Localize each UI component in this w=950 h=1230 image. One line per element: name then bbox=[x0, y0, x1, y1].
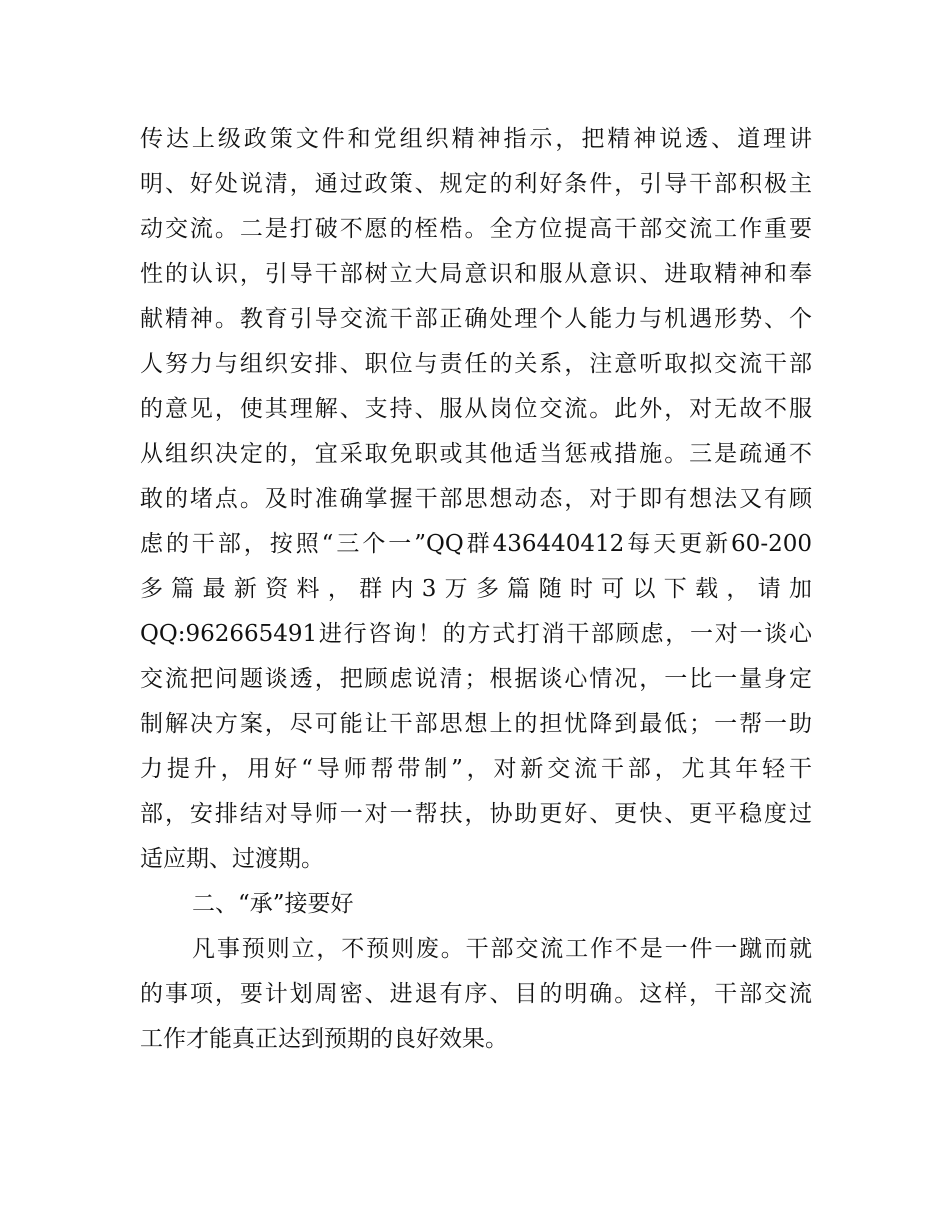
paragraph-line: 凡事预则立，不预则废。干部交流工作不是一件一蹴而就 bbox=[192, 936, 812, 962]
paragraph-line: 献精神。教育引导交流干部正确处理个人能力与机遇形势、个 bbox=[140, 306, 812, 332]
paragraph-line: 从组织决定的，宜采取免职或其他适当惩戒措施。三是疏通不 bbox=[140, 441, 812, 467]
paragraph-line: 多篇最新资料，群内3万多篇随时可以下载，请加 bbox=[140, 576, 812, 602]
paragraph-line: 的意见，使其理解、支持、服从岗位交流。此外，对无故不服 bbox=[140, 396, 812, 422]
paragraph-line: 明、好处说清，通过政策、规定的利好条件，引导干部积极主 bbox=[140, 171, 812, 197]
paragraph-line: 适应期、过渡期。 bbox=[140, 846, 324, 872]
paragraph-line: 动交流。二是打破不愿的桎梏。全方位提高干部交流工作重要 bbox=[140, 216, 812, 242]
paragraph-line: 交流把问题谈透，把顾虑说清；根据谈心情况，一比一量身定 bbox=[140, 666, 812, 692]
paragraph-line: 部，安排结对导师一对一帮扶，协助更好、更快、更平稳度过 bbox=[140, 801, 812, 827]
paragraph-line: QQ:962665491进行咨询！的方式打消干部顾虑，一对一谈心 bbox=[140, 621, 812, 647]
paragraph-line: 虑的干部，按照“三个一”QQ群436440412每天更新60-200 bbox=[140, 531, 812, 557]
paragraph-line: 性的认识，引导干部树立大局意识和服从意识、进取精神和奉 bbox=[140, 261, 812, 287]
paragraph-line: 敢的堵点。及时准确掌握干部思想动态，对于即有想法又有顾 bbox=[140, 486, 812, 512]
section-heading: 二、“承”接要好 bbox=[192, 891, 354, 917]
paragraph-line: 传达上级政策文件和党组织精神指示，把精神说透、道理讲 bbox=[140, 126, 812, 152]
paragraph-line: 人努力与组织安排、职位与责任的关系，注意听取拟交流干部 bbox=[140, 351, 812, 377]
paragraph-line: 制解决方案，尽可能让干部思想上的担忧降到最低；一帮一助 bbox=[140, 711, 812, 737]
document-body bbox=[140, 117, 812, 1062]
paragraph-line: 力提升，用好“导师帮带制”，对新交流干部，尤其年轻干 bbox=[140, 756, 812, 782]
paragraph-line: 的事项，要计划周密、进退有序、目的明确。这样，干部交流 bbox=[140, 981, 812, 1007]
paragraph-line: 工作才能真正达到预期的良好效果。 bbox=[140, 1026, 508, 1052]
